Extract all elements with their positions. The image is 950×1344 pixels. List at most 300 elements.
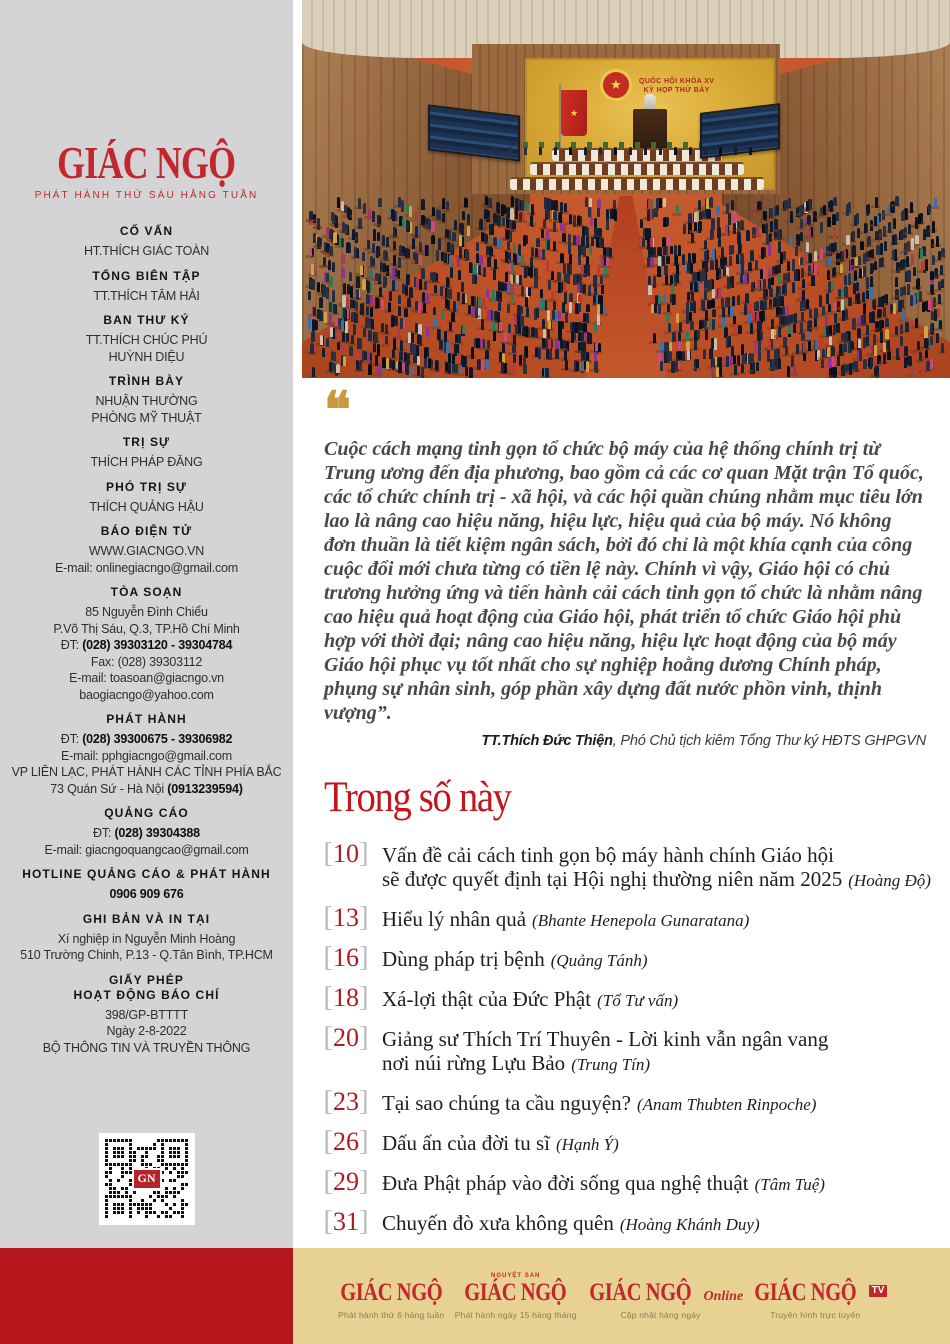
qr-module (117, 1139, 120, 1142)
crowd-figure (523, 365, 526, 374)
crowd-figure (915, 318, 918, 328)
qr-module (177, 1155, 180, 1158)
crowd-figure (789, 237, 792, 247)
crowd-figure (494, 147, 497, 155)
crowd-figure (658, 295, 661, 305)
crowd-figure (719, 147, 722, 155)
crowd-figure (766, 234, 769, 245)
masthead-section-title: TRÌNH BÀY (108, 374, 185, 388)
crowd-figure (712, 309, 715, 318)
crowd-figure (924, 301, 927, 310)
crowd-figure (322, 285, 325, 296)
toc-item-title: Hiểu lý nhân quả (Bhante Henepola Gunaratana) (382, 907, 750, 932)
masthead-section-line: THÍCH PHÁP ĐĂNG (90, 455, 203, 469)
crowd-figure (800, 232, 803, 241)
qr-module (173, 1155, 176, 1158)
qr-module (105, 1143, 108, 1146)
qr-module (113, 1151, 116, 1154)
crowd-figure (558, 282, 561, 293)
crowd-figure (830, 200, 833, 212)
crowd-figure (415, 226, 418, 238)
crowd-figure (917, 341, 920, 350)
quote-author-name: TT.Thích Đức Thiện (481, 733, 613, 749)
crowd-figure (471, 296, 474, 307)
crowd-figure (589, 246, 592, 255)
crowd-figure (907, 270, 910, 282)
crowd-figure (787, 272, 790, 282)
crowd-figure (613, 209, 616, 218)
qr-module (121, 1151, 124, 1154)
crowd-figure (515, 325, 518, 334)
toc-item (320, 981, 950, 1014)
crowd-figure (754, 302, 757, 311)
qr-module (109, 1167, 112, 1170)
crowd-figure (783, 251, 786, 260)
crowd-figure (941, 248, 944, 257)
crowd-figure (729, 256, 732, 266)
crowd-figure (930, 359, 933, 369)
crowd-figure (368, 330, 371, 340)
crowd-figure (828, 257, 831, 266)
crowd-figure (922, 246, 925, 256)
crowd-figure (727, 277, 730, 289)
crowd-figure (858, 339, 861, 348)
crowd-figure (523, 235, 526, 246)
qr-module (149, 1211, 152, 1214)
crowd-figure (343, 308, 346, 318)
crowd-figure (509, 147, 512, 155)
crowd-figure (854, 271, 857, 281)
crowd-figure (461, 282, 464, 292)
crowd-figure (712, 289, 715, 298)
crowd-figure (525, 266, 528, 276)
qr-module (149, 1195, 152, 1198)
qr-module (177, 1191, 180, 1194)
qr-module (169, 1151, 172, 1154)
crowd-figure (765, 223, 768, 234)
crowd-figure (442, 198, 445, 209)
crowd-figure (343, 283, 346, 295)
crowd-figure (357, 338, 360, 350)
footer-brand-logo (578, 1273, 743, 1320)
crowd-figure (875, 197, 878, 207)
crowd-figure (704, 147, 707, 155)
crowd-figure (794, 270, 797, 281)
crowd-figure (462, 325, 465, 334)
crowd-figure (581, 361, 584, 372)
crowd-figure (416, 345, 419, 356)
crowd-figure (941, 343, 944, 353)
crowd-figure (438, 238, 441, 249)
crowd-figure (407, 298, 410, 307)
crowd-figure (332, 262, 335, 272)
qr-module (129, 1163, 132, 1166)
crowd-figure (336, 364, 339, 373)
crowd-figure (456, 344, 459, 353)
crowd-figure (733, 316, 736, 325)
crowd-figure (708, 280, 711, 290)
crowd-figure (320, 335, 323, 345)
qr-module (173, 1203, 176, 1206)
crowd-figure (874, 345, 877, 356)
crowd-figure (822, 349, 825, 358)
crowd-figure (754, 342, 757, 354)
qr-module (129, 1159, 132, 1162)
crowd-figure (807, 215, 810, 224)
crowd-figure (841, 251, 844, 260)
crowd-figure (883, 307, 886, 317)
crowd-figure (499, 322, 502, 331)
crowd-figure (936, 333, 939, 342)
qr-module (173, 1195, 176, 1198)
crowd-figure (432, 272, 435, 282)
qr-module (109, 1179, 112, 1182)
crowd-figure (733, 223, 736, 235)
crowd-figure (554, 200, 557, 210)
crowd-figure (728, 336, 731, 347)
crowd-figure (458, 270, 461, 280)
crowd-figure (580, 342, 583, 351)
crowd-figure (311, 264, 314, 275)
toc-page-number: [13] (323, 901, 369, 934)
crowd-figure (487, 257, 490, 267)
crowd-figure (459, 365, 462, 374)
crowd-figure (558, 311, 561, 320)
crowd-figure (486, 289, 489, 298)
crowd-figure (497, 202, 500, 213)
crowd-figure (778, 264, 781, 273)
crowd-figure (465, 366, 468, 375)
crowd-figure (600, 295, 603, 304)
crowd-figure (312, 367, 315, 377)
crowd-figure (594, 361, 597, 371)
crowd-figure (536, 308, 539, 317)
qr-module (157, 1139, 160, 1142)
crowd-figure (706, 198, 709, 210)
crowd-figure (419, 242, 422, 252)
qr-module (149, 1203, 152, 1206)
quote-attribution (302, 733, 926, 749)
crowd-figure (333, 304, 336, 314)
qr-module (169, 1163, 172, 1166)
qr-module (165, 1195, 168, 1198)
crowd-figure (379, 287, 382, 298)
qr-module (125, 1195, 128, 1198)
qr-module (133, 1203, 136, 1206)
crowd-figure (849, 363, 852, 375)
toc-item (320, 941, 950, 974)
crowd-figure (778, 275, 781, 284)
crowd-figure (795, 246, 798, 256)
qr-module (121, 1207, 124, 1210)
crowd-figure (664, 265, 667, 274)
crowd-figure (415, 211, 418, 221)
crowd-figure (778, 358, 781, 369)
crowd-figure (689, 147, 692, 155)
crowd-figure (905, 322, 908, 332)
qr-module (109, 1195, 112, 1198)
qr-module (181, 1211, 184, 1214)
crowd-figure (370, 295, 373, 306)
crowd-figure (907, 284, 910, 296)
crowd-figure (419, 279, 422, 290)
crowd-figure (367, 240, 370, 249)
crowd-figure (433, 307, 436, 316)
crowd-figure (930, 324, 933, 334)
crowd-figure (930, 336, 933, 345)
qr-module (157, 1155, 160, 1158)
crowd-figure (520, 316, 523, 326)
crowd-figure (497, 312, 500, 322)
crowd-figure (567, 263, 570, 272)
crowd-figure (924, 326, 927, 338)
qr-module (185, 1163, 188, 1166)
crowd-figure (833, 302, 836, 311)
crowd-figure (884, 241, 887, 251)
qr-module (121, 1203, 124, 1206)
crowd-figure (445, 299, 448, 308)
crowd-figure (404, 308, 407, 317)
crowd-figure (827, 347, 830, 357)
crowd-figure (718, 288, 721, 299)
crowd-figure (457, 258, 460, 267)
qr-module (129, 1143, 132, 1146)
crowd-figure (811, 275, 814, 286)
crowd-figure (801, 268, 804, 278)
crowd-figure (400, 340, 403, 351)
crowd-figure (416, 278, 419, 287)
crowd-figure (895, 196, 898, 205)
crowd-figure (873, 334, 876, 346)
qr-module (177, 1211, 180, 1214)
crowd-figure (437, 329, 440, 340)
crowd-figure (904, 346, 907, 356)
masthead-section-line: 85 Nguyễn Đình Chiểu (85, 605, 208, 619)
crowd-figure (519, 275, 522, 285)
qr-module (113, 1187, 116, 1190)
crowd-figure (485, 196, 488, 205)
crowd-figure (335, 317, 338, 326)
masthead-section (0, 867, 293, 903)
crowd-figure (310, 211, 313, 220)
qr-module (121, 1155, 124, 1158)
crowd-figure (471, 347, 474, 358)
crowd-figure (780, 296, 783, 305)
magazine-logo (0, 137, 293, 188)
crowd-figure (855, 361, 858, 372)
crowd-figure (590, 217, 593, 226)
crowd-figure (678, 245, 681, 256)
crowd-figure (372, 243, 375, 252)
qr-module (117, 1155, 120, 1158)
crowd-figure (629, 147, 632, 155)
crowd-figure (683, 224, 686, 234)
national-emblem-icon: ★ (600, 69, 632, 101)
qr-module (133, 1159, 136, 1162)
crowd-figure (599, 147, 602, 155)
qr-module (117, 1179, 120, 1182)
crowd-figure (880, 331, 883, 342)
qr-module (125, 1163, 128, 1166)
crowd-figure (688, 253, 691, 263)
crowd-figure (653, 276, 656, 288)
crowd-figure (734, 325, 737, 334)
qr-module (105, 1155, 108, 1158)
crowd-figure (911, 366, 914, 375)
crowd-figure (431, 221, 434, 231)
crowd-figure (694, 212, 697, 222)
crowd-figure (476, 242, 479, 251)
crowd-figure (561, 321, 564, 330)
crowd-figure (479, 219, 482, 229)
crowd-figure (358, 198, 361, 209)
qr-module (121, 1139, 124, 1142)
crowd-figure (758, 341, 761, 351)
qr-module (109, 1183, 112, 1186)
crowd-figure (352, 229, 355, 240)
crowd-figure (935, 268, 938, 277)
crowd-figure (778, 241, 781, 252)
crowd-figure (678, 341, 681, 350)
crowd-figure (397, 328, 400, 340)
crowd-figure (660, 361, 663, 370)
crowd-figure (771, 329, 774, 339)
crowd-figure (459, 235, 462, 246)
qr-module (117, 1147, 120, 1150)
crowd-figure (588, 285, 591, 296)
qr-module (173, 1167, 176, 1170)
crowd-figure (648, 276, 651, 285)
crowd-figure (769, 288, 772, 297)
crowd-figure (569, 293, 572, 303)
crowd-figure (383, 276, 386, 288)
crowd-figure (828, 304, 831, 313)
qr-module (165, 1163, 168, 1166)
crowd-figure (409, 287, 412, 298)
footer-brand-tagline: Phát hành thứ 6 hàng tuần (338, 1309, 445, 1320)
crowd-figure (458, 334, 461, 343)
crowd-figure (548, 280, 551, 290)
crowd-figure (468, 305, 471, 314)
crowd-figure (585, 197, 588, 207)
crowd-figure (738, 243, 741, 254)
masthead-section (0, 224, 293, 260)
crowd-figure (748, 313, 751, 323)
crowd-figure (426, 293, 429, 304)
crowd-figure (569, 147, 572, 155)
editorial-quote: Cuộc cách mạng tinh gọn tổ chức bộ máy của hệ thống chính trị từ Trung ương đến địa phương, bao gồm cả các cơ quan Mặt trận Tổ quốc, các tổ chức chính trị - xã hội, và các hội quần chúng nhằm mục tiêu lớn lao là nâng cao hiệu năng, hiệu lực, hiệu quả của bộ máy. Nó không đơn thuần là tiết kiệm ngân sách, bởi đó chỉ là một khía cạnh của công cuộc đổi mới chưa từng có tiền lệ này. Chính vì vậy, Giáo hội có chủ trương hưởng ứng và tiến hành cải cách tinh gọn tổ chức là nhằm nâng cao hiệu quả hoạt động của Giáo hội, phát triển tổ chức Giáo hội phù hợp với thời đại; nâng cao hiệu năng, hiệu lực hoạt động của bộ máy Giáo hội phục vụ tốt nhất cho sự nghiệp hoằng dương Chính pháp, phụng sự nhân sinh, góp phần xây dựng đất nước phồn vinh, thịnh vượng”. (324, 438, 924, 724)
crowd-figure (402, 284, 405, 293)
toc-page-number: [20] (323, 1021, 369, 1054)
crowd-figure (597, 266, 600, 277)
crowd-figure (462, 211, 465, 220)
masthead-section-line: E-mail: toasoan@giacngo.vn (69, 671, 224, 685)
crowd-figure (820, 248, 823, 259)
crowd-figure (774, 219, 777, 231)
qr-module (125, 1139, 128, 1142)
crowd-figure (879, 320, 882, 331)
masthead-section-title: BÁO ĐIỆN TỬ (100, 524, 193, 538)
crowd-figure (354, 313, 357, 323)
masthead-section-line: HT.THÍCH GIÁC TOÀN (83, 244, 210, 258)
crowd-figure (547, 209, 550, 219)
crowd-figure (915, 235, 918, 244)
crowd-figure (465, 250, 468, 262)
qr-module (169, 1191, 172, 1194)
qr-module (181, 1175, 184, 1178)
crowd-figure (768, 340, 771, 351)
crowd-figure (853, 283, 856, 294)
crowd-figure (525, 297, 528, 308)
masthead-section-line: VP LIÊN LẠC, PHÁT HÀNH CÁC TỈNH PHÍA BẮC (11, 765, 282, 779)
crowd-figure (922, 362, 925, 374)
crowd-figure (342, 332, 345, 342)
crowd-figure (382, 235, 385, 246)
footer-brand-tagline: Cập nhật hàng ngày (620, 1309, 701, 1320)
crowd-figure (510, 208, 513, 220)
crowd-figure (369, 269, 372, 279)
crowd-figure (885, 329, 888, 339)
crowd-figure (317, 237, 320, 248)
footer-brand-tagline: Phát hành ngày 15 hàng tháng (454, 1309, 577, 1320)
crowd-figure (386, 237, 389, 247)
crowd-figure (584, 147, 587, 155)
toc-item-author: (Quảng Tánh) (550, 951, 648, 971)
crowd-figure (539, 147, 542, 155)
qr-module (125, 1187, 128, 1190)
crowd-figure (358, 349, 361, 359)
crowd-figure (560, 223, 563, 232)
crowd-figure (833, 324, 836, 335)
crowd-figure (551, 200, 554, 210)
crowd-figure (506, 230, 509, 239)
crowd-figure (546, 349, 549, 359)
masthead-section-title: TỔNG BIÊN TẬP (92, 268, 201, 283)
crowd-figure (493, 237, 496, 246)
crowd-figure (725, 225, 728, 236)
crowd-figure (494, 259, 497, 269)
crowd-figure (898, 300, 901, 312)
crowd-figure (802, 279, 805, 288)
crowd-figure (682, 351, 685, 361)
crowd-figure (654, 304, 657, 313)
crowd-figure (569, 214, 572, 224)
crowd-figure (686, 331, 689, 341)
crowd-figure (863, 337, 866, 348)
crowd-figure (793, 365, 796, 376)
crowd-figure (517, 315, 520, 325)
crowd-figure (829, 336, 832, 345)
crowd-figure (934, 198, 937, 208)
crowd-figure (941, 279, 944, 288)
crowd-figure (737, 295, 740, 305)
crowd-figure (640, 219, 643, 228)
crowd-figure (810, 327, 819, 330)
crowd-figure (659, 198, 662, 208)
crowd-figure (874, 261, 877, 270)
qr-module (169, 1155, 172, 1158)
qr-module (169, 1207, 172, 1210)
crowd-figure (857, 228, 860, 238)
qr-module (173, 1211, 176, 1214)
crowd-figure (563, 263, 566, 274)
crowd-figure (392, 349, 395, 358)
photo-stage-caption-line2: KỲ HỌP THỨ BẢY (643, 87, 710, 94)
crowd-figure (710, 260, 713, 270)
crowd-figure (809, 253, 812, 263)
qr-module (149, 1207, 152, 1210)
crowd-figure (776, 205, 779, 215)
